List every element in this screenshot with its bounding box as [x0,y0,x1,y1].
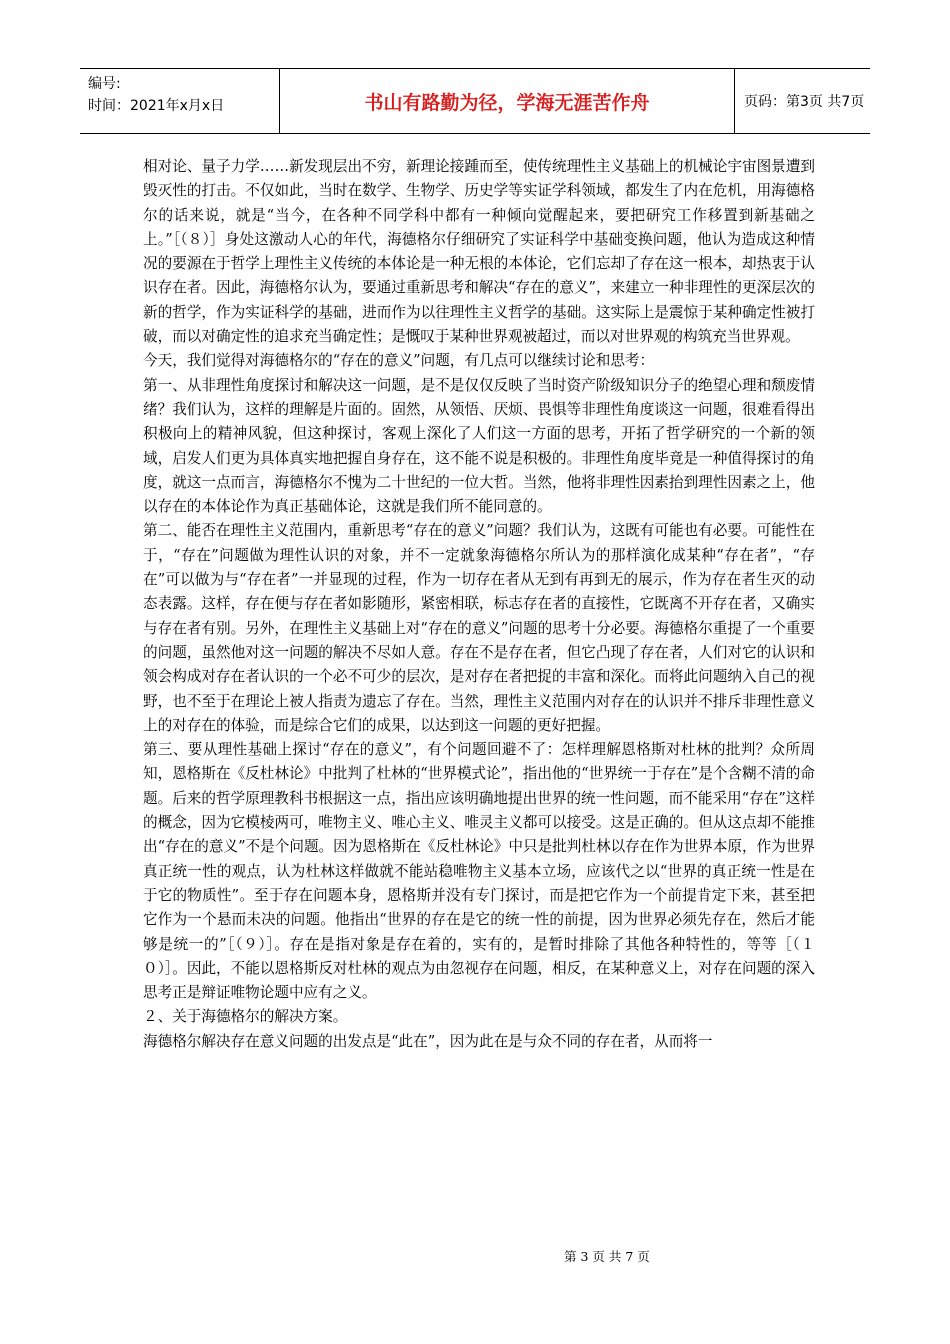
header-motto: 书山有路勤为径，学海无涯苦作舟 [280,69,735,133]
section-heading: ２、关于海德格尔的解决方案。 [143,1008,348,1026]
header-page-label: 页码：第3页 共7页 [744,94,865,110]
paragraph: 第一、从非理性角度探讨和解决这一问题，是不是仅仅反映了当时资产阶级知识分子的绝望心理和颓废情绪？我们认为，这样的理解是片面的。固然，从领悟、厌烦、畏惧等非理性角度谈这一问题，很难看得出积极向上的精神风貌，但这种探讨，客观上深化了人们这一方面的思考，开拓了哲学研究的一个新的领域，启发人们更为具体真实地把握自身存在，这不能不说是积极的。非理性角度毕竟是一种值得探讨的角度，就这一点而言，海德格尔不愧为二十世纪的一位大哲。当然，他将非理性因素抬到理性因素之上，他以存在的本体论作为真正基础体论，这就是我们所不能同意的。 [143,376,815,516]
document-number-label: 编号: [88,76,121,92]
document-body [143,155,815,1054]
paragraph: 第三、要从理性基础上探讨“存在的意义”，有个问题回避不了：怎样理解恩格斯对杜林的批判？众所周知，恩格斯在《反杜林论》中批判了杜林的“世界模式论”，指出他的“世界统一于存在”是个含糊不清的命题。后来的哲学原理教科书根据这一点，指出应该明确地提出世界的统一性问题，而不能采用“存在”这样的概念，因为它模棱两可，唯物主义、唯心主义、唯灵主义都可以接受。这是正确的。但从这点却不能推出“存在的意义”不是个问题。因为恩格斯在《反杜林论》中只是批判杜林以存在作为世界本原，作为世界真正统一性的观点，认为杜林这样做就不能站稳唯物主义基本立场，应该代之以“世界的真正统一性是在于它的物质性”。至于存在问题本身，恩格斯并没有专门探讨，而是把它作为一个前提肯定下来，甚至把它作为一个悬而未决的问题。他指出“世界的存在是它的统一性的前提，因为世界必须先存在，然后才能够是统一的”［（９）］。存在是指对象是存在着的，实有的，是暂时排除了其他各种特性的，等等［（１０）］。因此，不能以恩格斯反对杜林的观点为由忽视存在问题，相反，在某种意义上，对存在问题的深入思考正是辩证唯物论题中应有之义。 [143,741,815,1002]
page-header [80,68,870,134]
page-footer: 第 3 页 共 7 页 [564,1249,650,1264]
header-meta [80,69,280,133]
document-time-label: 时间：2021年x月x日 [88,98,225,114]
paragraph: 今天，我们觉得对海德格尔的“存在的意义”问题，有几点可以继续讨论和思考： [143,352,655,370]
paragraph: 第二、能否在理性主义范围内，重新思考“存在的意义”问题？我们认为，这既有可能也有必要。可能性在于，“存在”问题做为理性认识的对象，并不一定就象海德格尔所认为的那样演化成某种“存在者”，“存在”可以做为与“存在者”一并显现的过程，作为一切存在者从无到有再到无的展示，作为存在者生灭的动态表露。这样，存在便与存在者如影随形，紧密相联，标志存在者的直接性，它既离不开存在者，又确实与存在者有别。另外，在理性主义基础上对“存在的意义”问题的思考十分必要。海德格尔重提了一个重要的问题，虽然他对这一问题的解决不尽如人意。存在不是存在者，但它凸现了存在者，人们对它的认识和领会构成对存在者认识的一个必不可少的层次，是对存在者把捉的丰富和深化。而将此问题纳入自己的视野，也不至于在理论上被人指责为遗忘了存在。当然，理性主义范围内对存在的认识并不排斥非理性意义上的对存在的体验，而是综合它们的成果，以达到这一问题的更好把握。 [143,522,815,734]
paragraph: 相对论、量子力学……新发现层出不穷，新理论接踵而至，使传统理性主义基础上的机械论宇宙图景遭到毁灭性的打击。不仅如此，当时在数学、生物学、历史学等实证学科领域，都发生了内在危机，用海德格尔的话来说，就是“当今，在各种不同学科中都有一种倾向觉醒起来，要把研究工作移置到新基础之上。”［（８）］身处这激动人心的年代，海德格尔仔细研究了实证科学中基础变换问题，他认为造成这种情况的要源在于哲学上理性主义传统的本体论是一种无根的本体论，它们忘却了存在这一根本，却热衷于认识存在者。因此，海德格尔认为，要通过重新思考和解决“存在的意义”，来建立一种非理性的更深层次的新的哲学，作为实证科学的基础，进而作为以往理性主义哲学的基础。这实际上是震惊于某种确定性被打破，而以对确定性的追求充当确定性；是慨叹于某种世界观被超过，而以对世界观的构筑充当世界观。 [143,158,815,346]
paragraph: 海德格尔解决存在意义问题的出发点是“此在”，因为此在是与众不同的存在者，从而将一 [143,1032,713,1050]
